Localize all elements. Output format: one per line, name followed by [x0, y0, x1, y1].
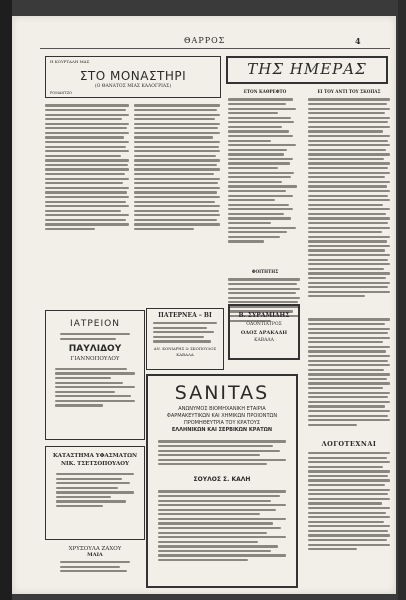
column-3-heading: ΕΤΟΝ ΚΑΘΡΕΦΤΟ — [243, 89, 287, 94]
sanitas-tagline-1: ΑΝΩΝΥΜΟΣ ΒΙΟΜΗΧΑΝΙΚΗ ΕΤΑΙΡΙΑ — [178, 406, 266, 412]
sanitas-ad — [146, 374, 298, 588]
sanitas-tagline-4: ΕΛΛΗΝΙΚΩΝ ΚΑΙ ΣΕΡΒΙΚΩΝ ΚΡΑΤΩΝ — [171, 427, 273, 433]
scan-left-edge — [0, 0, 12, 600]
patras-ad-title: ΠΑΤΕΡΝΕΑ – ΒΙ — [158, 312, 212, 319]
header-rule — [40, 48, 390, 49]
newspaper-page — [12, 16, 396, 594]
patras-ad-sign: ΑΝ. ΚΟΝΙΑΡΗΣ & ΣΚΟΠΟΥΛΟΣ — [153, 345, 217, 351]
clinic-doctor-name: ΠΑΥΛΙΔΟΥ — [68, 343, 122, 354]
column-4-text — [308, 96, 390, 300]
sanitas-name: SANITAS — [174, 382, 270, 404]
page-header — [12, 16, 396, 46]
midwife-ad — [45, 546, 145, 575]
dentist-name: Β. ΣΥΡΑΜΙΔΗΣ — [238, 312, 290, 319]
student-heading: ΦΟΙΤΗΤΗΣ — [251, 269, 279, 274]
patras-ad-city: ΚΑΒΑΛΑ — [176, 351, 194, 357]
sanitas-text — [158, 438, 286, 468]
paper-name: ΘΑΡΡΟΣ — [184, 36, 226, 45]
scan-right-edge — [398, 0, 406, 600]
column-4-lower-text — [308, 316, 390, 428]
clinic-title: ΙΑΤΡΕΙΟΝ — [70, 319, 120, 329]
midwife-text — [60, 561, 130, 572]
writers-text — [308, 452, 390, 550]
clinic-ad-details — [55, 368, 135, 407]
story-kicker: Η ΚΟΥΡΤΑΛΗ ΜΑΣ — [50, 59, 90, 64]
story-byline: ΡΟΜΑΝΤΖΟ — [50, 91, 73, 95]
midwife-name: ΧΡΥΣΟΥΛΑ ΖΑΧΟΥ — [68, 546, 122, 552]
sanitas-agent: ΣΟΥΛΟΣ Σ. ΚΑΛΗ — [193, 476, 251, 483]
clinic-ad-text — [60, 333, 130, 340]
day-banner: ΤΗΣ ΗΜΕΡΑΣ — [226, 56, 388, 84]
sanitas-tagline-2: ΦΑΡΜΑΚΕΥΤΙΚΩΝ ΚΑΙ ΧΗΜΙΚΩΝ ΠΡΟΙΟΝΤΩΝ — [166, 413, 278, 419]
patras-ad-text — [153, 322, 217, 343]
clinic-ad — [45, 310, 145, 440]
dentist-ad — [228, 304, 300, 360]
column-2-text — [134, 102, 220, 233]
fabric-store-title: ΚΑΤΑΣΤΗΜΑ ΥΦΑΣΜΑΤΩΝ — [52, 453, 138, 459]
column-1-text — [45, 102, 129, 233]
patras-ad — [146, 308, 224, 370]
sanitas-lower-text — [158, 488, 286, 564]
fabric-store-text — [56, 473, 134, 507]
column-3-text — [228, 96, 300, 245]
writers-title: ΛΟΓΟΤΕΧΝΑΙ — [321, 440, 377, 448]
midwife-title: ΜΑΙΑ — [87, 552, 103, 558]
story-title-box — [45, 56, 221, 98]
fabric-store-owner: ΝΙΚ. ΤΣΕΤΣΟΠΟΥΛΟΥ — [60, 461, 130, 467]
page-number: 4 — [355, 36, 361, 46]
dentist-street: ΟΔΟΣ ΔΡΑΚΑΔΗ — [240, 330, 288, 336]
sanitas-tagline-3: ΠΡΟΜΗΘΕΥΤΡΙΑ ΤΟΥ ΚΡΑΤΟΥΣ — [183, 420, 261, 426]
story-subhead: (Ο ΘΑΝΑΤΟΣ ΜΙΑΣ ΚΑΛΟΓΡΙΑΣ) — [94, 84, 172, 89]
writers-ad — [306, 440, 392, 590]
clinic-doctor-name2: ΓΙΑΝΝΟΠΟΥΛΟΥ — [70, 355, 120, 362]
fabric-store-ad — [45, 446, 145, 540]
dentist-city: ΚΑΒΑΛΑ — [254, 338, 274, 343]
column-4-heading: ΕΙ ΤΟΥ ΑΝΤΙ ΤΟΥ ΣΚΟΠΑΣ — [317, 89, 381, 94]
dentist-role: ΟΔΟΝΤΙΑΤΡΟΣ — [246, 322, 282, 327]
story-headline: ΣΤΟ ΜΟΝΑΣΤΗΡΙ — [79, 69, 187, 83]
